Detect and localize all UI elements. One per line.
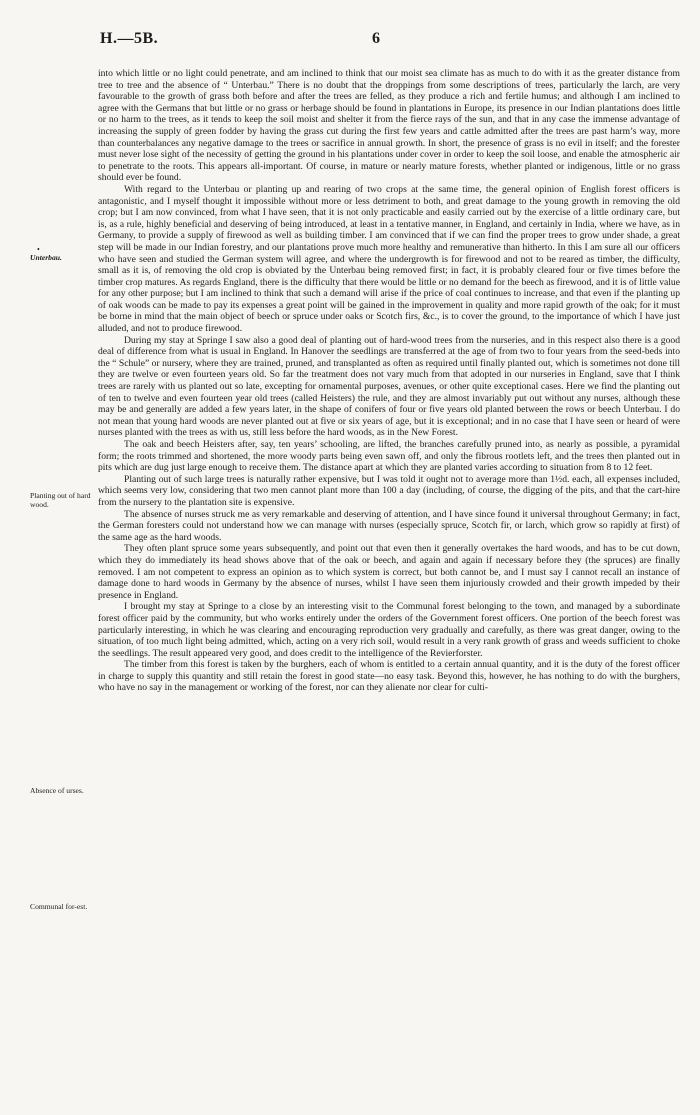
document-id: H.—5B. bbox=[100, 30, 159, 47]
body-text bbox=[98, 68, 680, 694]
page-header bbox=[0, 30, 700, 54]
paragraph: I brought my stay at Springe to a close by an interesting visit to the Communal forest belonging to the town, and managed by a subordinate forest officer paid by the community, but who works entirely under the orders of the Government forest officers. One portion of the beech forest was particularly interesting, in which he was clearing and encouraging reproduction very gradually and carefully, as there was great danger, owing to the situation, of too much light being admitted, which, acting on a very rich soil, would result in a very rank growth of grass and weeds sufficient to choke the seedlings. The result appeared very good, and does credit to the intelligence of the Revierforster. bbox=[98, 601, 680, 659]
margin-note-planting: Planting out of hard wood. bbox=[30, 491, 91, 509]
page-number: 6 bbox=[372, 30, 380, 47]
margin-note-communal: Communal for-est. bbox=[30, 902, 88, 911]
paragraph: into which little or no light could penetrate, and am inclined to think that our moist sea climate has as much to do with it as the greater distance from tree to tree and the absence of “ Unterbau.” There is no doubt that the droppings from some descriptions of trees, particularly the larch, are very favourable to the growth of grass both before and after the trees are felled, as they produce a rich and fertile humus; and although I am inclined to agree with the Germans that but little or no grass or herbage should be found in plantations in Europe, its presence in our Indian plantations does little or no harm to the trees, as it tends to keep the soil moist and shelter it from the fierce rays of the sun, and that in any case the immense advantage of increasing the supply of green fodder by having the grass cut during the first few years and cattle admitted after the trees are past harm’s way, more than counterbalances any negative damage to the trees or sacrifice in annual growth. In short, the presence of grass is no evil in itself; and the forester must never lose sight of the necessity of getting the ground in his plantations under cover in order to keep the soil loose, and enable the atmospheric air to penetrate to the roots. This appears all-important. Of course, in mature or nearly mature forests, whether planted or indigenous, little or no grass should ever be found. bbox=[98, 68, 680, 184]
margin-note-unterbau: Unterbau. bbox=[30, 253, 62, 262]
margin-note-absence: Absence of urses. bbox=[30, 786, 84, 795]
paragraph: They often plant spruce some years subsequently, and point out that even then it generally overtakes the hard woods, and has to be cut down, which they do immediately its head shows above that of the oak or beech, and again and again if necessary before they (the spruces) are finally removed. I am not competent to express an opinion as to which system is correct, but both cannot be, and I must say I cannot recall an instance of damage done to hard woods in Germany by the absence of nurses, whilst I have seen them injuriously crowded and their growth impeded by their presence in England. bbox=[98, 543, 680, 601]
paragraph: The absence of nurses struck me as very remarkable and deserving of attention, and I have since found it universal throughout Germany; in fact, the German foresters could not understand how we can manage with nurses (especially spruce, Scotch fir, or larch, which grow so rapidly at first) of the same age as the hard woods. bbox=[98, 508, 680, 543]
paragraph: Planting out of such large trees is naturally rather expensive, but I was told it ought not to average more than 1½d. each, all expenses included, which seems very low, considering that two men cannot plant more than 100 a day (including, of course, the digging of the pits, and that the cart-hire from the nursery to the plantation site is expensive. bbox=[98, 473, 680, 508]
paragraph: With regard to the Unterbau or planting up and rearing of two crops at the same time, the general opinion of English forest officers is antagonistic, and I myself thought it impossible without more or less detriment to both, and great damage to the young growth in removing the old crop; but I am now convinced, from what I have seen, that it is not only practicable and easily carried out by the exercise of a little ordinary care, but is, as a rule, highly beneficial and deserving of being introduced, at least in a tentative manner, in England, and certainly in India, where we have, as in Germany, to provide a supply of firewood as well as building timber. I am convinced that if we can find the proper trees to grow under shade, a great step will be made in our Indian forestry, and our plantations prove much more healthy and remunerative than hitherto. In this I am sure all our officers who have seen and studied the German system will agree, and where the undergrowth is for firewood and not to be reared as timber, the difficulty, small as it is, of removing the old crop is obviated by the Unterbau being removed first; in fact, it is probably cleared four or five times before the timber crop matures. As regards England, there is the difficulty that there would be little or no demand for the beech as firewood, and it is of little value for any other purpose; but I am inclined to think that such a demand will arise if the price of coal continues to increase, and that even if the planting up of oak woods can be made to pay its expenses a great point will be gained in the improvement in quality and more rapid growth of the oak; for it must be borne in mind that the main object of beech or spruce under oaks or Scotch firs, &c., is to cover the ground, to the importance of which I have just alluded, and not to produce firewood. bbox=[98, 183, 680, 335]
paragraph: During my stay at Springe I saw also a good deal of planting out of hard-wood trees from the nurseries, and in this respect also there is a good deal of difference from what is usual in England. In Hanover the seedlings are transferred at the age of from two to four years from the seed-beds into the “ Schule” or nursery, where they are trained, pruned, and transplanted as often as required until finally planted out, which is sometimes not done till they are twelve or even fourteen years old. So far the treatment does not vary much from that adopted in our nurseries in England, save that I think trees are rarely with us planted out so late, excepting for ornamental purposes, avenues, or other quite exceptional cases. Here we find the planting out of ten to twelve and even fourteen year old trees (called Heisters) the rule, and they are almost invariably put out without any nurses, although these may be and generally are added a few years later, in the shape of conifers of four or five years old planted between the rows or beech Unterbau. I do not mean that young hard woods are never planted out at five or six years of age, but it is exceptional; and in no case that I have seen or heard of were nurses planted with the trees as with us, still less before the hard woods, as in the New Forest. bbox=[98, 334, 680, 439]
paragraph: The oak and beech Heisters after, say, ten years’ schooling, are lifted, the branches carefully pruned into, as nearly as possible, a pyramidal form; the roots trimmed and shortened, the more woody parts being even sawn off, and only the fibrous rootlets left, and the trees then planted out in pits which are dug just large enough to receive them. The distance apart at which they are planted varies according to situation from 8 to 12 feet. bbox=[98, 439, 680, 474]
margin-mark: • bbox=[37, 245, 40, 254]
paragraph: The timber from this forest is taken by the burghers, each of whom is entitled to a certain annual quantity, and it is the duty of the forest officer in charge to supply this quantity and still retain the forest in good state—no easy task. Beyond this, however, he has nothing to do with the burghers, who have no say in the management or working of the forest, nor can they alienate nor clear for culti- bbox=[98, 659, 680, 694]
